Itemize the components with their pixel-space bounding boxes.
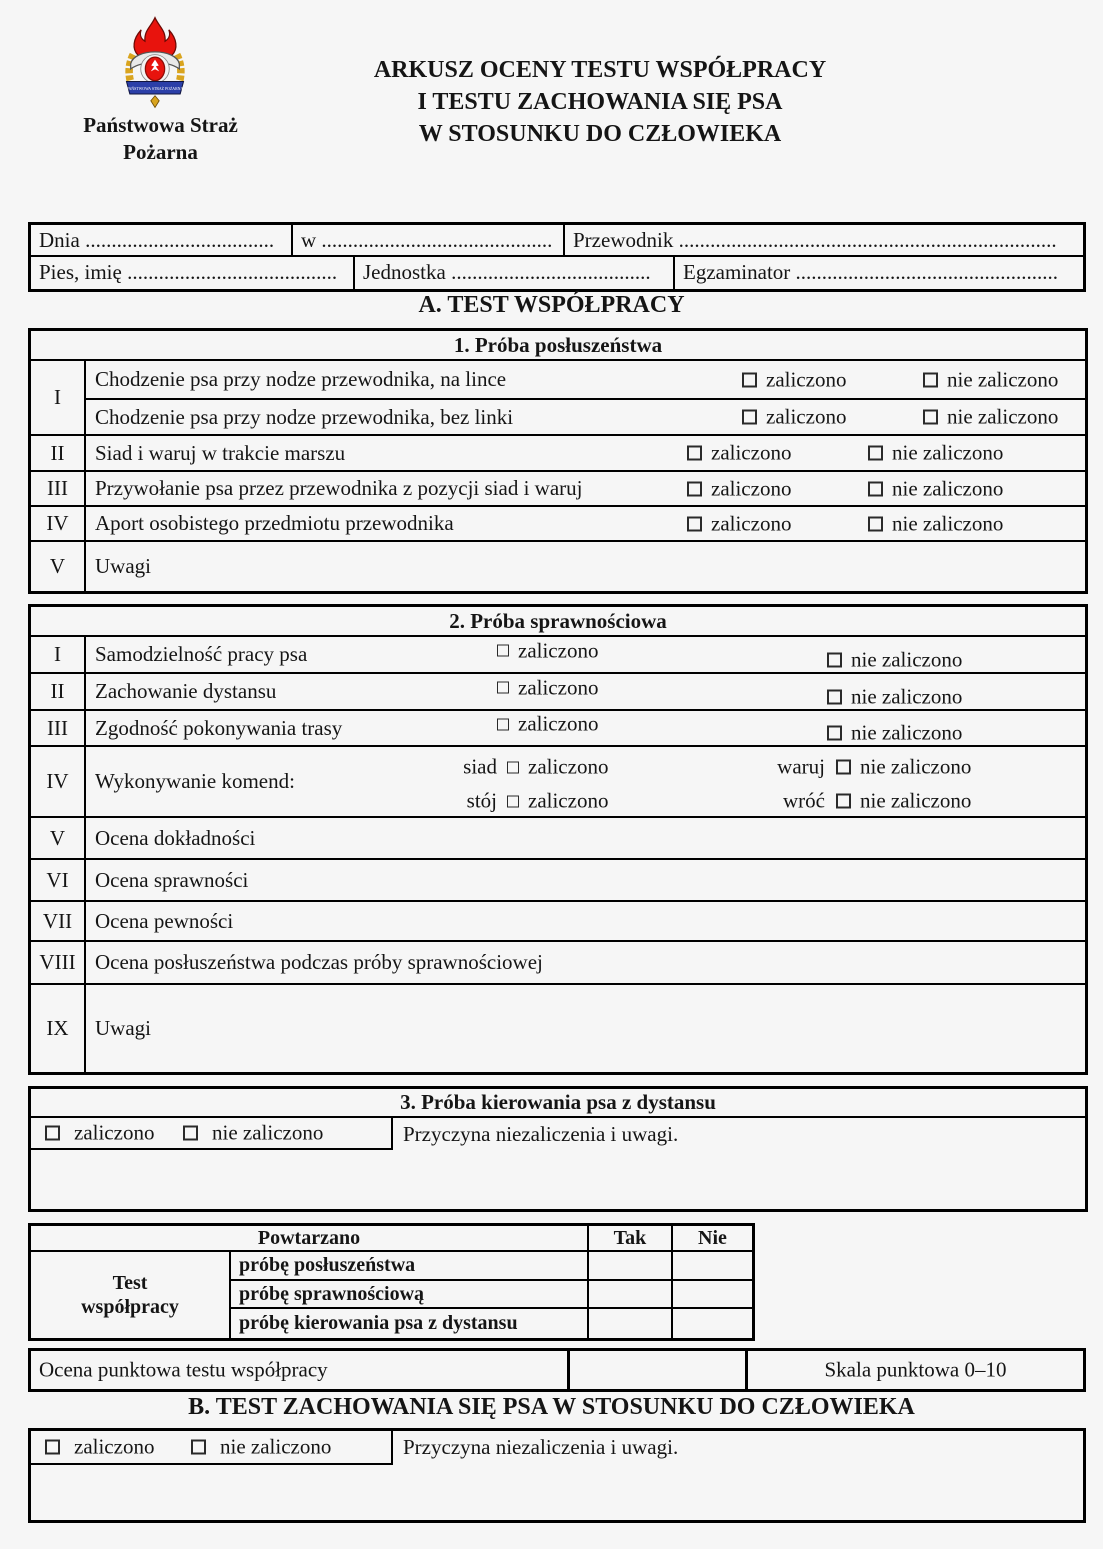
- score-input-box[interactable]: [567, 1348, 748, 1392]
- document-title-line2: I TESTU ZACHOWANIA SIĘ PSA: [417, 89, 783, 115]
- checkbox-nie-zaliczono[interactable]: [183, 1126, 198, 1141]
- proba1-rowIb-label: Chodzenie psa przy nodze przewodnika, bez linki: [95, 404, 514, 429]
- proba2-title: 2. Próba sprawnościowa: [31, 607, 1085, 637]
- checkbox-zaliczono[interactable]: [45, 1440, 60, 1455]
- test-b-body: [31, 1431, 1083, 1520]
- command-siad: siad: [463, 754, 497, 779]
- option-label-nie-zaliczono: nie zaliczono: [220, 1434, 332, 1459]
- org-name-line1: Państwowa Straż: [83, 113, 238, 137]
- checkbox-nie-zaliczono[interactable]: [827, 726, 842, 741]
- proba2-rowVI-label: Ocena sprawności: [95, 867, 249, 892]
- option-label-zaliczono: zaliczono: [528, 788, 609, 813]
- option-label-nie-zaliczono: nie zaliczono: [947, 404, 1059, 429]
- org-name: [38, 112, 283, 166]
- field-przewodnik[interactable]: Przewodnik ........................................................................: [573, 228, 1057, 252]
- proba1-uwagi-label: Uwagi: [95, 554, 151, 578]
- option-label-zaliczono: zaliczono: [518, 675, 599, 699]
- powtarzano-item-sprawnosciowa: próbę sprawnościową: [231, 1281, 589, 1308]
- option-label-zaliczono: zaliczono: [766, 404, 847, 429]
- proba2-rowIV-num: IV: [31, 747, 86, 816]
- proba1-rowI-num: I: [31, 361, 86, 434]
- powtarzano-item-posluszenstwa: próbę posłuszeństwa: [231, 1252, 589, 1279]
- proba2-rowVIII-label: Ocena posłuszeństwa podczas próby sprawnościowej: [95, 950, 543, 974]
- proba2-rowVIII-num: VIII: [31, 942, 86, 983]
- checkbox-zaliczono[interactable]: [742, 410, 757, 425]
- field-pies-imie[interactable]: Pies, imię ........................................: [31, 257, 355, 289]
- checkbox-nie-zaliczono[interactable]: [827, 689, 842, 704]
- checkbox-nie-zaliczono[interactable]: [836, 794, 851, 809]
- proba2-rowIII-num: III: [31, 711, 86, 745]
- powtarzano-nie-header: Nie: [698, 1226, 727, 1249]
- table-proba-sprawnosciowa: [28, 604, 1088, 1075]
- option-label-nie-zaliczono: nie zaliczono: [892, 511, 1004, 535]
- table-proba-posluszenstwa: [28, 328, 1088, 594]
- checkbox-nie-zaliczono[interactable]: [868, 446, 883, 461]
- checkbox-zaliczono[interactable]: [497, 718, 509, 730]
- field-egzaminator[interactable]: Egzaminator ..................................................: [683, 260, 1059, 284]
- table-powtarzano: [28, 1223, 755, 1341]
- tak-cell[interactable]: [589, 1252, 673, 1279]
- proba2-rowV-num: V: [31, 818, 86, 858]
- checkbox-nie-zaliczono[interactable]: [923, 372, 938, 387]
- proba2-rowI-num: I: [31, 637, 86, 672]
- score-row: [28, 1348, 1086, 1392]
- command-waruj: waruj: [777, 754, 825, 779]
- proba3-remarks-area[interactable]: [31, 1150, 1085, 1209]
- powtarzano-tak-header: Tak: [589, 1226, 673, 1250]
- proba1-rowV-num: V: [31, 542, 86, 591]
- checkbox-zaliczono[interactable]: [497, 682, 509, 694]
- proba1-rowIV-num: IV: [31, 507, 86, 540]
- option-label-zaliczono: zaliczono: [74, 1434, 155, 1459]
- option-label-nie-zaliczono: nie zaliczono: [892, 476, 1004, 500]
- option-label-zaliczono: zaliczono: [711, 476, 792, 500]
- checkbox-zaliczono[interactable]: [687, 446, 702, 461]
- proba1-rowIa-label: Chodzenie psa przy nodze przewodnika, na lince: [95, 367, 507, 391]
- option-label-zaliczono: zaliczono: [711, 440, 792, 465]
- option-label-zaliczono: zaliczono: [711, 511, 792, 535]
- score-label: Ocena punktowa testu współpracy: [39, 1357, 328, 1382]
- checkbox-zaliczono[interactable]: [687, 481, 702, 496]
- checkbox-zaliczono[interactable]: [507, 795, 519, 807]
- heading-test-a: A. TEST WSPÓŁPRACY: [418, 292, 685, 318]
- option-label-nie-zaliczono: nie zaliczono: [860, 754, 972, 779]
- proba1-rowII-num: II: [31, 436, 86, 470]
- checkbox-nie-zaliczono[interactable]: [923, 410, 938, 425]
- proba1-rowIV-label: Aport osobistego przedmiotu przewodnika: [95, 511, 454, 535]
- checkbox-zaliczono[interactable]: [497, 645, 509, 657]
- emblem-banner-text: PAŃSTWOWA STRAŻ POŻARNA: [126, 86, 184, 91]
- table-test-b: [28, 1428, 1086, 1523]
- proba2-rowVI-num: VI: [31, 860, 86, 900]
- proba2-rowII-num: II: [31, 674, 86, 709]
- heading-test-b: B. TEST ZACHOWANIA SIĘ PSA W STOSUNKU DO CZŁOWIEKA: [188, 1394, 915, 1420]
- proba3-checkbox-cell: [31, 1118, 393, 1150]
- tak-cell[interactable]: [589, 1309, 673, 1338]
- checkbox-zaliczono[interactable]: [742, 372, 757, 387]
- checkbox-nie-zaliczono[interactable]: [868, 516, 883, 531]
- proba2-rowII-label: Zachowanie dystansu: [95, 679, 277, 703]
- option-label-nie-zaliczono: nie zaliczono: [892, 440, 1004, 465]
- table-proba-kierowania: [28, 1086, 1088, 1212]
- checkbox-zaliczono[interactable]: [45, 1126, 60, 1141]
- score-scale-label: Skala punktowa 0–10: [824, 1357, 1007, 1382]
- command-stoj: stój: [466, 788, 497, 813]
- test-b-checkbox-cell: [31, 1431, 393, 1465]
- proba2-rowIII-label: Zgodność pokonywania trasy: [95, 715, 343, 740]
- tak-cell[interactable]: [589, 1281, 673, 1308]
- proba2-rowV-label: Ocena dokładności: [95, 825, 256, 850]
- checkbox-nie-zaliczono[interactable]: [868, 481, 883, 496]
- document-title: [330, 54, 870, 150]
- nie-cell[interactable]: [673, 1309, 752, 1338]
- proba3-title: 3. Próba kierowania psa z dystansu: [31, 1089, 1085, 1118]
- proba2-rowIX-num: IX: [31, 985, 86, 1072]
- checkbox-nie-zaliczono[interactable]: [191, 1440, 206, 1455]
- option-label-nie-zaliczono: nie zaliczono: [212, 1120, 324, 1145]
- option-label-zaliczono: zaliczono: [74, 1120, 155, 1145]
- option-label-nie-zaliczono: nie zaliczono: [860, 788, 972, 813]
- proba1-rowIII-num: III: [31, 472, 86, 505]
- proba2-rowVII-label: Ocena pewności: [95, 908, 234, 933]
- option-label-zaliczono: zaliczono: [766, 367, 847, 391]
- proba3-reason-label: Przyczyna niezaliczenia i uwagi.: [403, 1122, 679, 1146]
- proba2-rowI-label: Samodzielność pracy psa: [95, 642, 308, 666]
- command-wroc: wróć: [783, 788, 825, 813]
- nie-cell[interactable]: [673, 1281, 752, 1308]
- proba1-title: 1. Próba posłuszeństwa: [31, 331, 1085, 361]
- powtarzano-row-header: Test współpracy: [31, 1252, 231, 1338]
- document-title-line3: W STOSUNKU DO CZŁOWIEKA: [418, 121, 782, 147]
- option-label-nie-zaliczono: nie zaliczono: [947, 367, 1059, 391]
- psp-emblem-logo: [113, 16, 197, 110]
- checkbox-zaliczono[interactable]: [687, 516, 702, 531]
- info-table: [28, 222, 1086, 292]
- test-b-remarks-area[interactable]: [31, 1465, 1083, 1520]
- proba2-rowIV-label: Wykonywanie komend:: [95, 769, 295, 793]
- option-label-zaliczono: zaliczono: [518, 638, 599, 662]
- powtarzano-header: Powtarzano: [31, 1226, 589, 1250]
- proba1-rowIII-label: Przywołanie psa przez przewodnika z pozycji siad i waruj: [95, 476, 583, 500]
- option-label-nie-zaliczono: nie zaliczono: [851, 720, 963, 745]
- checkbox-zaliczono[interactable]: [507, 761, 519, 773]
- powtarzano-item-kierowania: próbę kierowania psa z dystansu: [231, 1309, 589, 1338]
- document-title-line1: ARKUSZ OCENY TESTU WSPÓŁPRACY: [373, 57, 827, 83]
- test-b-reason-label: Przyczyna niezaliczenia i uwagi.: [403, 1435, 679, 1459]
- field-dnia[interactable]: Dnia ....................................: [31, 225, 293, 255]
- nie-cell[interactable]: [673, 1252, 752, 1279]
- option-label-nie-zaliczono: nie zaliczono: [851, 647, 963, 671]
- option-label-nie-zaliczono: nie zaliczono: [851, 684, 963, 708]
- proba2-rowVII-num: VII: [31, 902, 86, 940]
- option-label-zaliczono: zaliczono: [518, 711, 599, 736]
- proba3-body: [31, 1118, 1085, 1209]
- proba1-rowII-label: Siad i waruj w trakcie marszu: [95, 440, 346, 465]
- option-label-zaliczono: zaliczono: [528, 754, 609, 779]
- proba2-uwagi-label: Uwagi: [95, 1016, 151, 1040]
- checkbox-nie-zaliczono[interactable]: [827, 652, 842, 667]
- field-jednostka[interactable]: Jednostka ......................................: [355, 257, 675, 289]
- checkbox-nie-zaliczono[interactable]: [836, 760, 851, 775]
- field-w[interactable]: w ............................................: [293, 225, 565, 255]
- org-name-line2: Pożarna: [123, 140, 198, 164]
